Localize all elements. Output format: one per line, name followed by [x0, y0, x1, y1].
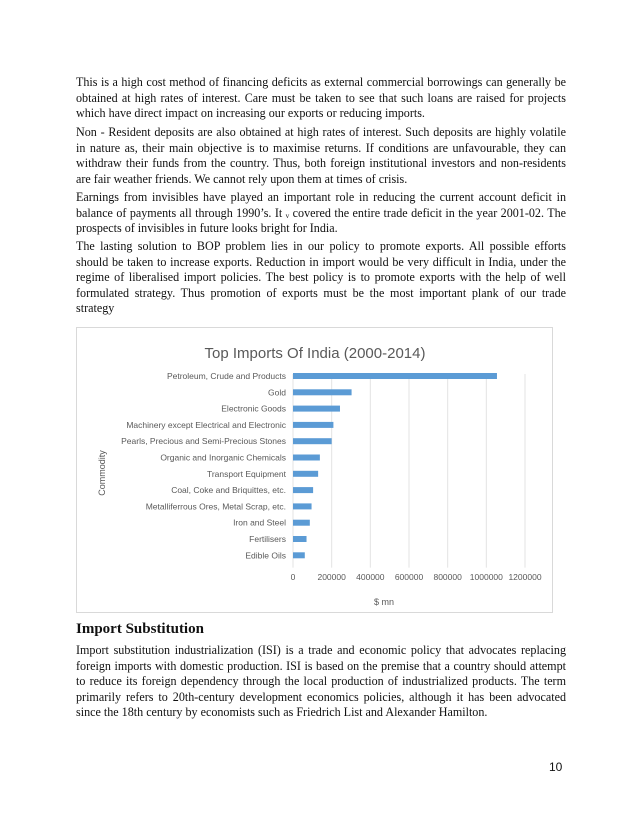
y-axis-label: Commodity: [97, 450, 107, 496]
page-number: 10: [549, 760, 563, 774]
bar-11: [293, 552, 305, 558]
bar-8: [293, 503, 312, 509]
x-tick-label: 800000: [433, 572, 462, 582]
bar-9: [293, 520, 310, 526]
chart-canvas: [77, 328, 554, 614]
imports-chart: [76, 327, 553, 613]
category-label: Electronic Goods: [221, 403, 286, 414]
paragraph-import-substitution: Import substitution industrialization (ISI) is a trade and economic policy that advocates replacing foreign imports with domestic production. ISI is based on the premise that a country should attempt to reduce its foreign dependency through the local production of industrialized products. The term primarily refers to 20th-century development economics policies, although it has been advocated since the 18th century by economists such as Friedrich List and Alexander Hamilton.: [76, 643, 566, 719]
section-heading: Import Substitution: [76, 621, 204, 637]
x-tick-label: 200000: [317, 572, 346, 582]
category-label: Transport Equipment: [206, 468, 286, 479]
x-tick-label: 1000000: [469, 572, 503, 582]
x-tick-label: 400000: [356, 572, 385, 582]
category-label: Coal, Coke and Briquittes, etc.: [171, 485, 286, 496]
chart-title: Top Imports Of India (2000-2014): [204, 345, 426, 362]
x-tick-label: 0: [290, 572, 296, 582]
bar-2: [293, 406, 340, 412]
x-axis-label: $ mn: [373, 597, 395, 607]
bar-10: [293, 536, 307, 542]
category-label: Petroleum, Crude and Products: [166, 371, 286, 381]
paragraph-bop-solution: The lasting solution to BOP problem lies in our policy to promote exports. All possible efforts should be taken to increase exports. Reduction in import would be very difficult in India, under the regime of liberalised import policies. The best policy is to promote exports with the help of well formulated strategy. Thus promotion of exports must be the most important plank of our trade strategy: [76, 239, 566, 315]
bar-6: [293, 471, 318, 477]
paragraph-borrowings: This is a high cost method of financing deficits as external commercial borrowings can generally be obtained at high rates of interest. Care must be taken to see that such loans are raised for projects which have direct impact on increasing our exports or reducing imports.: [76, 75, 566, 120]
category-label: Edible Oils: [245, 550, 286, 561]
bar-7: [293, 487, 313, 493]
category-label: Metalliferrous Ores, Metal Scrap, etc.: [145, 501, 286, 512]
bar-3: [293, 422, 333, 428]
bar-1: [293, 389, 352, 395]
category-label: Pearls, Precious and Semi-Precious Stones: [121, 436, 286, 447]
x-tick-label: 600000: [394, 572, 424, 582]
bar-4: [293, 438, 332, 444]
paragraph-nri-deposits: Non - Resident deposits are also obtained at high rates of interest. Such deposits are highly volatile in nature as, their main objective is to maximise returns. If conditions are unfavourable, they can withdraw their funds from the country. Thus, both foreign institutional investors and non-residents are fair weather friends. We cannot rely upon them at times of crisis.: [76, 125, 566, 186]
bar-0: [293, 373, 497, 379]
category-label: Machinery except Electrical and Electronic: [126, 419, 286, 430]
category-label: Iron and Steel: [233, 517, 286, 528]
paragraph-invisibles: Earnings from invisibles have played an important role in reducing the current account deficit in balance of payments all through 1990’s. It ᵥ covered the entire trade deficit in the year 2001-02. The prospects of invisibles in future looks bright for India.: [76, 190, 566, 235]
x-tick-label: 1200000: [508, 572, 542, 582]
bar-5: [293, 455, 320, 461]
category-label: Gold: [268, 387, 286, 398]
category-label: Organic and Inorganic Chemicals: [160, 452, 286, 463]
category-label: Fertilisers: [249, 534, 286, 544]
